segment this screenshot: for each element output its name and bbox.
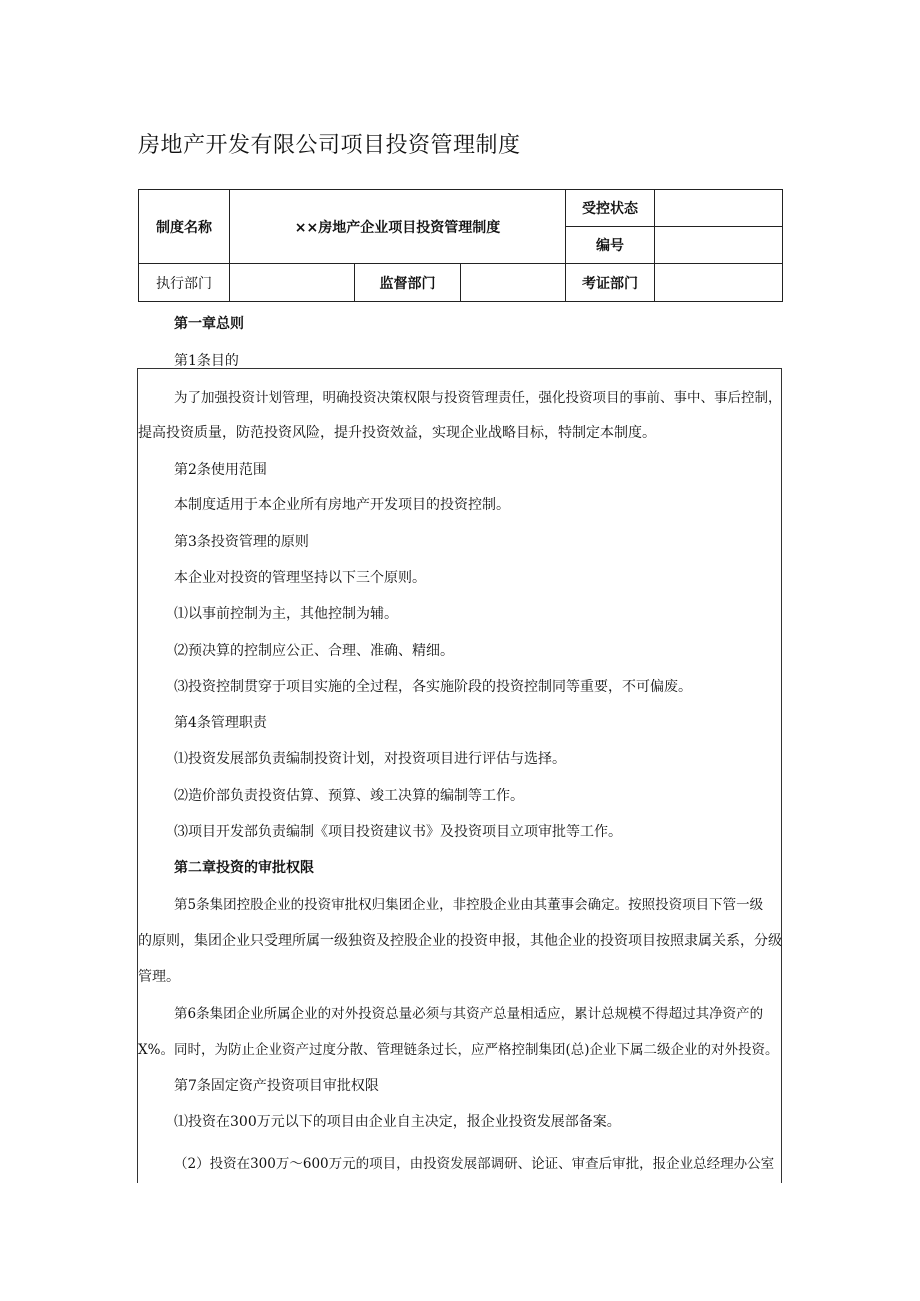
number-label: 编号 xyxy=(566,227,655,264)
paragraph-line: 提高投资质量，防范投资风险，提升投资效益，实现企业战略目标，特制定本制度。 xyxy=(138,425,656,441)
list-item: ⑴投资发展部负责编制投资计划，对投资项目进行评估与选择。 xyxy=(174,751,566,767)
system-name-value: ××房地产企业项目投资管理制度 xyxy=(230,190,566,264)
supervise-dept-label: 监督部门 xyxy=(355,264,461,302)
list-item: ⑵预决算的控制应公正、合理、准确、精细。 xyxy=(174,643,454,659)
paragraph-line: 管理。 xyxy=(138,969,180,985)
list-item: ⑵造价部负责投资估算、预算、竣工决算的编制等工作。 xyxy=(174,788,524,804)
verify-dept-label: 考证部门 xyxy=(566,264,655,302)
chapter-1-heading: 第一章总则 xyxy=(174,316,244,332)
list-item: （2）投资在300万～600万元的项目，由投资发展部调研、论证、审查后审批，报企业总经理办公室 xyxy=(174,1156,775,1172)
paragraph-line: X%。同时，为防止企业资产过度分散、管理链条过长，应严格控制集团(总)企业下属二级企业的对外投资。 xyxy=(138,1042,779,1058)
paragraph-line: 为了加强投资计划管理，明确投资决策权限与投资管理责任，强化投资项目的事前、事中、事后控制， xyxy=(174,390,782,406)
article-2-heading: 第2条使用范围 xyxy=(174,462,267,478)
exec-dept-label: 执行部门 xyxy=(139,264,230,302)
document-body xyxy=(138,0,782,1301)
control-status-label: 受控状态 xyxy=(566,190,655,227)
list-item: ⑴以事前控制为主，其他控制为辅。 xyxy=(174,606,398,622)
list-item: ⑴投资在300万元以下的项目由企业自主决定，报企业投资发展部备案。 xyxy=(174,1114,621,1130)
article-7-heading: 第7条固定资产投资项目审批权限 xyxy=(174,1078,379,1094)
chapter-2-heading: 第二章投资的审批权限 xyxy=(174,860,314,876)
article-1-heading: 第1条目的 xyxy=(174,353,239,369)
paragraph-line: 第5条集团控股企业的投资审批权归集团企业，非控股企业由其董事会确定。按照投资项目下管一级 xyxy=(174,897,764,913)
paragraph-line: 的原则，集团企业只受理所属一级独资及控股企业的投资申报，其他企业的投资项目按照隶属关系，分级 xyxy=(138,933,782,949)
paragraph-line: 本制度适用于本企业所有房地产开发项目的投资控制。 xyxy=(174,497,510,513)
article-3-heading: 第3条投资管理的原则 xyxy=(174,534,309,550)
paragraph-line: 本企业对投资的管理坚持以下三个原则。 xyxy=(174,570,426,586)
paragraph-line: 第6条集团企业所属企业的对外投资总量必须与其资产总量相适应，累计总规模不得超过其净资产的 xyxy=(174,1006,764,1022)
system-name-label: 制度名称 xyxy=(139,190,230,264)
article-4-heading: 第4条管理职责 xyxy=(174,715,267,731)
list-item: ⑶投资控制贯穿于项目实施的全过程，各实施阶段的投资控制同等重要，不可偏废。 xyxy=(174,679,692,695)
list-item: ⑶项目开发部负责编制《项目投资建议书》及投资项目立项审批等工作。 xyxy=(174,824,622,840)
document-title: 房地产开发有限公司项目投资管理制度 xyxy=(138,133,521,158)
